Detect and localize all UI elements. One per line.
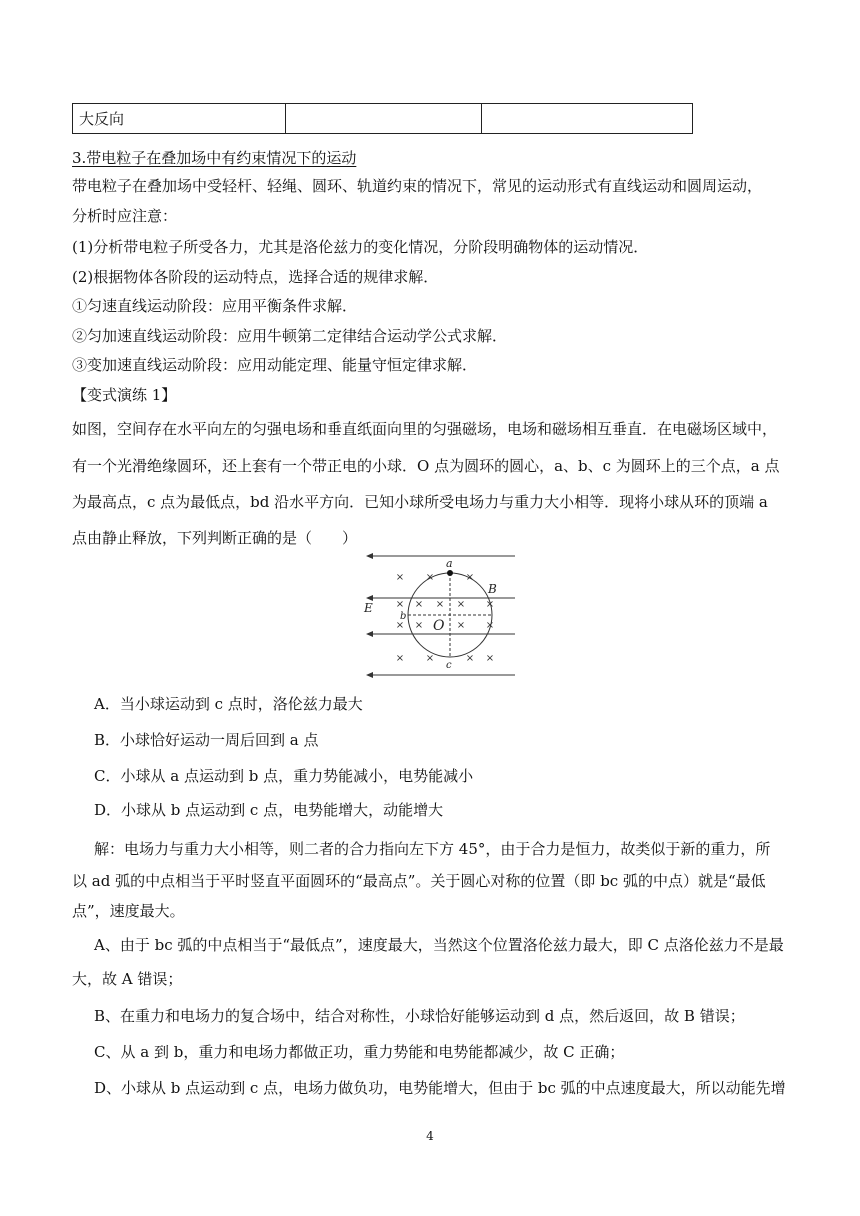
arrow-left-icon bbox=[366, 553, 373, 559]
point-2: (2)根据物体各阶段的运动特点，选择合适的规律求解． bbox=[72, 268, 439, 286]
table-cell bbox=[286, 104, 482, 134]
table-cell bbox=[482, 104, 693, 134]
cross-icon: × bbox=[414, 599, 424, 610]
stage-2: ②匀加速直线运动阶段：应用牛顿第二定律结合运动学公式求解． bbox=[72, 327, 508, 345]
question-line: 点由静止释放，下列判断正确的是（ ） bbox=[72, 529, 358, 547]
cross-icon: × bbox=[414, 620, 424, 631]
arrow-left-icon bbox=[366, 672, 373, 678]
arrow-left-icon bbox=[366, 631, 373, 637]
intro-line: 分析时应注意： bbox=[72, 207, 178, 225]
cross-icon: × bbox=[435, 599, 445, 610]
solution-line: 以 ad 弧的中点相当于平时竖直平面圆环的“最高点”。关于圆心对称的位置（即 bc 弧的中点）就是“最低 bbox=[72, 872, 766, 890]
field-ring-figure bbox=[362, 549, 518, 684]
table-row bbox=[73, 104, 693, 134]
intro-line: 带电粒子在叠加场中受轻杆、轻绳、圆环、轨道约束的情况下，常见的运动形式有直线运动和圆周运动， bbox=[72, 177, 763, 195]
table-cell: 大反向 bbox=[73, 104, 286, 134]
label-a: a bbox=[446, 557, 453, 570]
solution-line: B、在重力和电场力的复合场中，结合对称性，小球恰好能够运动到 d 点，然后返回，故 B 错误； bbox=[94, 1007, 745, 1025]
solution-line: D、小球从 b 点运动到 c 点，电场力做负功，电势能增大，但由于 bc 弧的中点速度最大，所以动能先增 bbox=[94, 1079, 786, 1097]
solution-line: 点”，速度最大。 bbox=[72, 902, 185, 920]
exercise-heading: 【变式演练 1】 bbox=[72, 386, 177, 404]
cross-icon: × bbox=[485, 599, 495, 610]
solution-line: C、从 a 到 b，重力和电场力都做正功，重力势能和电势能都减少，故 C 正确； bbox=[94, 1043, 625, 1061]
stage-1: ①匀速直线运动阶段：应用平衡条件求解． bbox=[72, 297, 358, 315]
solution-line: 大，故 A 错误； bbox=[72, 970, 183, 988]
cross-icon: × bbox=[395, 599, 405, 610]
label-O: O bbox=[433, 618, 445, 634]
solution-line: A、由于 bc 弧的中点相当于“最低点”，速度最大，当然这个位置洛伦兹力最大，即 C 点洛伦兹力不是最 bbox=[94, 936, 784, 954]
label-c: c bbox=[446, 660, 452, 671]
cross-icon: × bbox=[395, 572, 405, 583]
cross-icon: × bbox=[425, 653, 435, 664]
cross-icon: × bbox=[465, 653, 475, 664]
option-b: B．小球恰好运动一周后回到 a 点 bbox=[94, 731, 319, 749]
label-E: E bbox=[364, 601, 373, 615]
charged-ball bbox=[447, 570, 453, 576]
cross-icon: × bbox=[485, 653, 495, 664]
cross-icon: × bbox=[485, 620, 495, 631]
cross-icon: × bbox=[456, 599, 466, 610]
cross-icon: × bbox=[465, 572, 475, 583]
option-a: A．当小球运动到 c 点时，洛伦兹力最大 bbox=[94, 695, 363, 713]
cross-icon: × bbox=[425, 572, 435, 583]
question-line: 有一个光滑绝缘圆环，还上套有一个带正电的小球．O 点为圆环的圆心，a、b、c 为圆环上的三个点，a 点 bbox=[72, 457, 780, 475]
option-d: D．小球从 b 点运动到 c 点，电势能增大，动能增大 bbox=[94, 801, 444, 819]
question-line: 如图，空间存在水平向左的匀强电场和垂直纸面向里的匀强磁场，电场和磁场相互垂直．在电磁场区域中， bbox=[72, 420, 778, 438]
option-c: C．小球从 a 点运动到 b 点，重力势能减小，电势能减小 bbox=[94, 767, 474, 785]
point-1: (1)分析带电粒子所受各力，尤其是洛伦兹力的变化情况，分阶段明确物体的运动情况． bbox=[72, 238, 649, 256]
solution-line: 解：电场力与重力大小相等，则二者的合力指向左下方 45°，由于合力是恒力，故类似于新的重力，所 bbox=[94, 840, 771, 858]
question-line: 为最高点，c 点为最低点，bd 沿水平方向．已知小球所受电场力与重力大小相等．现将小球从环的顶端 a bbox=[72, 493, 768, 511]
label-b: b bbox=[400, 611, 407, 622]
stage-3: ③变加速直线运动阶段：应用动能定理、能量守恒定律求解． bbox=[72, 356, 478, 374]
cross-icon: × bbox=[456, 620, 466, 631]
magnetic-field-crosses bbox=[396, 572, 494, 664]
cross-icon: × bbox=[395, 653, 405, 664]
cross-icon: × bbox=[395, 620, 405, 631]
field-arrowheads bbox=[366, 553, 373, 678]
continuation-table bbox=[72, 103, 693, 134]
page-number: 4 bbox=[426, 1129, 434, 1143]
label-B: B bbox=[488, 582, 497, 596]
section-title: 3.带电粒子在叠加场中有约束情况下的运动 bbox=[72, 149, 357, 167]
